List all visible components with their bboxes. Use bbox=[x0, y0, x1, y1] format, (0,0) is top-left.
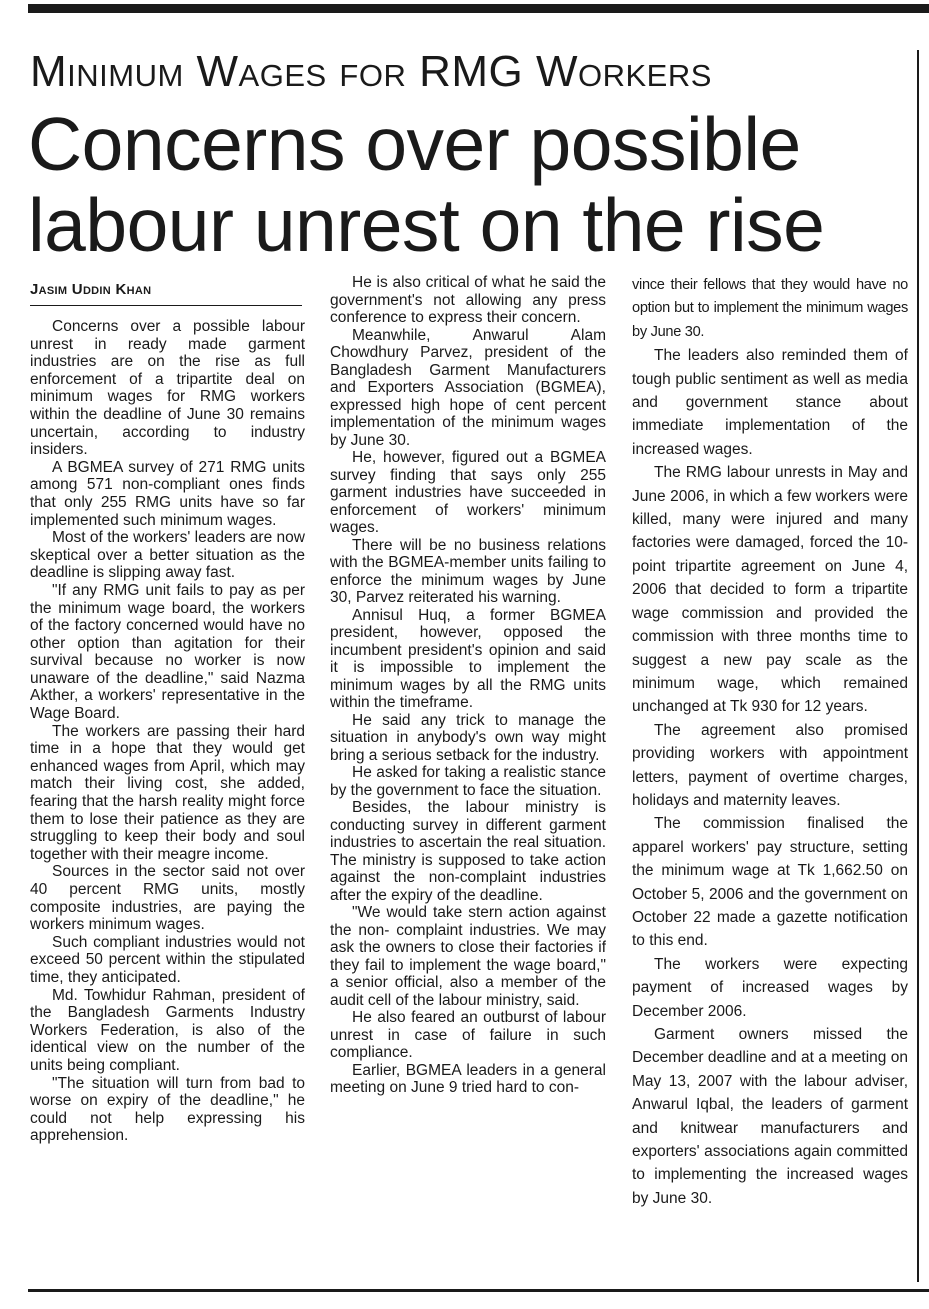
paragraph: The agreement also promised providing workers with appointment letters, payment of overtime charges, holidays and maternity leaves. bbox=[632, 721, 908, 809]
kicker: Minimum Wages for RMG Workers bbox=[30, 47, 712, 96]
paragraph: "If any RMG unit fails to pay as per the minimum wage board, the workers of the factory concerned would have no other option than agitation for their survival because no worker is now unaware of the deadline," said Nazma Akther, a workers' representative in the Wage Board. bbox=[30, 581, 305, 723]
paragraph: He asked for taking a realistic stance by the government to face the situation. bbox=[330, 764, 606, 799]
paragraph: Annisul Huq, a former BGMEA president, however, opposed the incumbent president's opinion and said it is impossible to implement the minimum wages by all the RMG units within the timeframe. bbox=[330, 606, 606, 711]
paragraph: Concerns over a possible labour unrest in ready made garment industries are on the rise as full enforcement of a tripartite deal on minimum wages for RMG workers within the deadline of June 30 remains uncertain, according to industry insiders. bbox=[30, 318, 305, 459]
headline: Concerns over possible labour unrest on the rise bbox=[28, 102, 825, 267]
paragraph: The RMG labour unrests in May and June 2006, in which a few workers were killed, many were injured and many factories were damaged, forced the 10-point tripartite agreement on June 4, 2006 that decided to form a tripartite wage commission and provided the commission with three months time to suggest a new pay scale as the minimum wage, which remained unchanged at Tk 930 for 12 years. bbox=[632, 464, 908, 716]
column-side-rule bbox=[917, 50, 919, 1282]
paragraph: Md. Towhidur Rahman, president of the Bangladesh Garments Industry Workers Federation, is also of the identical view on the number of the units being compliant. bbox=[30, 986, 305, 1074]
column-3 bbox=[632, 274, 908, 1284]
paragraph: Such compliant industries would not exceed 50 percent within the stipulated time, they anticipated. bbox=[30, 933, 305, 986]
byline: Jasim Uddin Khan bbox=[30, 281, 152, 298]
paragraph-continued: vince their fellows that they would have no option but to implement the minimum wages by June 30. bbox=[632, 277, 908, 340]
bottom-rule bbox=[28, 1289, 929, 1292]
paragraph: He also feared an outburst of labour unrest in case of failure in such compliance. bbox=[330, 1009, 606, 1061]
paragraph: A BGMEA survey of 271 RMG units among 571 non-compliant ones finds that only 255 RMG units have so far implemented such minimum wages. bbox=[30, 458, 305, 529]
paragraph: Earlier, BGMEA leaders in a general meeting on June 9 tried hard to con- bbox=[330, 1061, 606, 1096]
paragraph: He, however, figured out a BGMEA survey finding that says only 255 garment industries have succeeded in enforcement of workers' minimum wages. bbox=[330, 449, 606, 536]
top-rule bbox=[28, 4, 929, 13]
paragraph: He said any trick to manage the situation in anybody's own way might bring a serious setback for the industry. bbox=[330, 711, 606, 764]
paragraph: The leaders also reminded them of tough public sentiment as well as media and government stance about immediate implementation of the increased wages. bbox=[632, 347, 908, 458]
paragraph: The workers are passing their hard time in a hope that they would get enhanced wages from April, which may match their living cost, she added, fearing that the harsh reality might force them to lose their patience as they are struggling to keep their body and soul together with their meagre income. bbox=[30, 722, 305, 863]
paragraph: He is also critical of what he said the government's not allowing any press conference to express their concern. bbox=[330, 274, 606, 326]
byline-rule bbox=[30, 305, 302, 306]
paragraph: "The situation will turn from bad to worse on expiry of the deadline," he could not help expressing his apprehension. bbox=[30, 1074, 305, 1145]
paragraph: Garment owners missed the December deadline and at a meeting on May 13, 2007 with the labour adviser, Anwarul Iqbal, the leaders of garment and knitwear manufacturers and exporters' associations again committed to implementing the increased wages by June 30. bbox=[632, 1026, 908, 1207]
paragraph: The commission finalised the apparel workers' pay structure, setting the minimum wage at Tk 1,662.50 on October 5, 2006 and the government on October 22 made a gazette notification to this end. bbox=[632, 815, 908, 950]
column-1 bbox=[30, 318, 305, 1284]
paragraph: Sources in the sector said not over 40 percent RMG units, mostly composite industries, are paying the workers minimum wages. bbox=[30, 863, 305, 934]
paragraph: Meanwhile, Anwarul Alam Chowdhury Parvez, president of the Bangladesh Garment Manufacturers and Exporters Association (BGMEA), expressed high hope of cent percent implementation of the minimum wages by June 30. bbox=[330, 326, 606, 449]
paragraph: Most of the workers' leaders are now skeptical over a better situation as the deadline is slipping away fast. bbox=[30, 529, 305, 582]
paragraph: There will be no business relations with the BGMEA-member units failing to enforce the minimum wages by June 30, Parvez reiterated his warning. bbox=[330, 536, 606, 606]
paragraph: The workers were expecting payment of increased wages by December 2006. bbox=[632, 955, 908, 1020]
paragraph: Besides, the labour ministry is conducting survey in different garment industries to ascertain the real situation. The ministry is supposed to take action against the non-complaint industries after the expiry of the deadline. bbox=[330, 799, 606, 904]
column-2 bbox=[330, 274, 606, 1284]
paragraph: "We would take stern action against the non- complaint industries. We may ask the owners to close their factories if they fail to implement the wage board," a senior official, also a member of the audit cell of the labour ministry, said. bbox=[330, 904, 606, 1009]
